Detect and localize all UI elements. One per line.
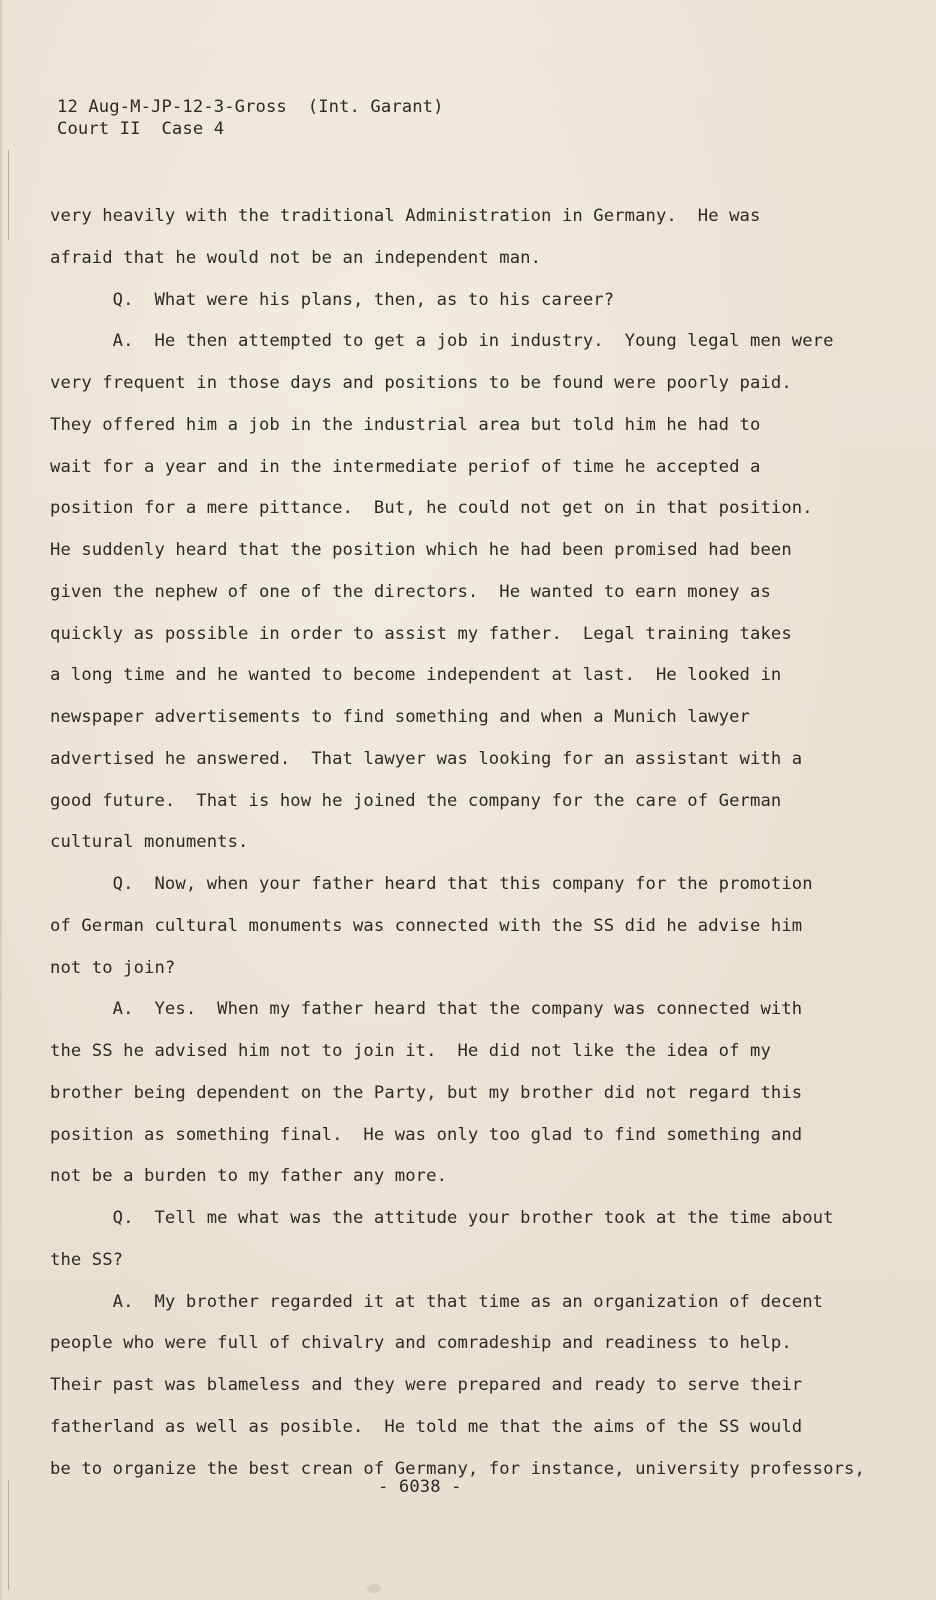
text-line: very frequent in those days and positions to be found were poorly paid. [50,373,792,393]
text-line: position as something final. He was only too glad to find something and [50,1124,803,1145]
text-line: people who were full of chivalry and comradeship and readiness to help. [50,1333,792,1354]
text-line: not to join? [50,957,176,978]
margin-mark [8,150,9,240]
document-header [57,96,444,140]
text-line: a long time and he wanted to become independent at last. He looked in [50,665,782,686]
text-line: Q. Tell me what was the attitude your brother took at the time about [50,1208,834,1228]
text-line: newspaper advertisements to find something and when a Munich lawyer [50,707,750,727]
header-reference: 12 Aug-M-JP-12-3-Gross (Int. Garant) [57,97,444,117]
text-line: the SS he advised him not to join it. He did not like the idea of my [50,1041,771,1061]
text-line: the SS? [50,1249,124,1270]
text-line: wait for a year and in the intermediate periof of time he accepted a [50,456,761,477]
text-line: position for a mere pittance. But, he could not get on in that position. [50,498,813,519]
text-line: afraid that he would not be an independent man. [50,247,542,268]
text-line: advertised he answered. That lawyer was looking for an assistant with a [50,748,803,769]
text-line: A. Yes. When my father heard that the company was connected with [50,999,803,1020]
text-line: cultural monuments. [50,832,249,853]
margin-mark [8,1480,9,1590]
text-line: good future. That is how he joined the company for the care of German [50,790,782,811]
text-line: quickly as possible in order to assist my father. Legal training takes [50,623,792,644]
transcript-body [50,196,870,1490]
text-line: Q. Now, when your father heard that this company for the promotion [50,874,813,894]
paper-blemish [367,1584,381,1593]
text-line: A. My brother regarded it at that time as an organization of decent [50,1291,824,1312]
text-line: of German cultural monuments was connected with the SS did he advise him [50,915,803,936]
text-line: Q. What were his plans, then, as to his career? [50,289,615,310]
page-number: - 6038 - [378,1477,462,1497]
text-line: not be a burden to my father any more. [50,1166,448,1187]
text-line: fatherland as well as posible. He told me that the aims of the SS would [50,1416,803,1437]
text-line: given the nephew of one of the directors. He wanted to earn money as [50,581,771,602]
text-line: Their past was blameless and they were prepared and ready to serve their [50,1375,803,1395]
text-line: He suddenly heard that the position which he had been promised had been [50,540,792,560]
text-line: be to organize the best crean of Germany, for instance, university professors, [50,1458,865,1479]
text-line: They offered him a job in the industrial area but told him he had to [50,414,761,435]
text-line: brother being dependent on the Party, but my brother did not regard this [50,1082,803,1103]
text-line: very heavily with the traditional Administration in Germany. He was [50,206,761,226]
text-line: A. He then attempted to get a job in industry. Young legal men were [50,331,834,352]
header-court-case: Court II Case 4 [57,119,225,139]
